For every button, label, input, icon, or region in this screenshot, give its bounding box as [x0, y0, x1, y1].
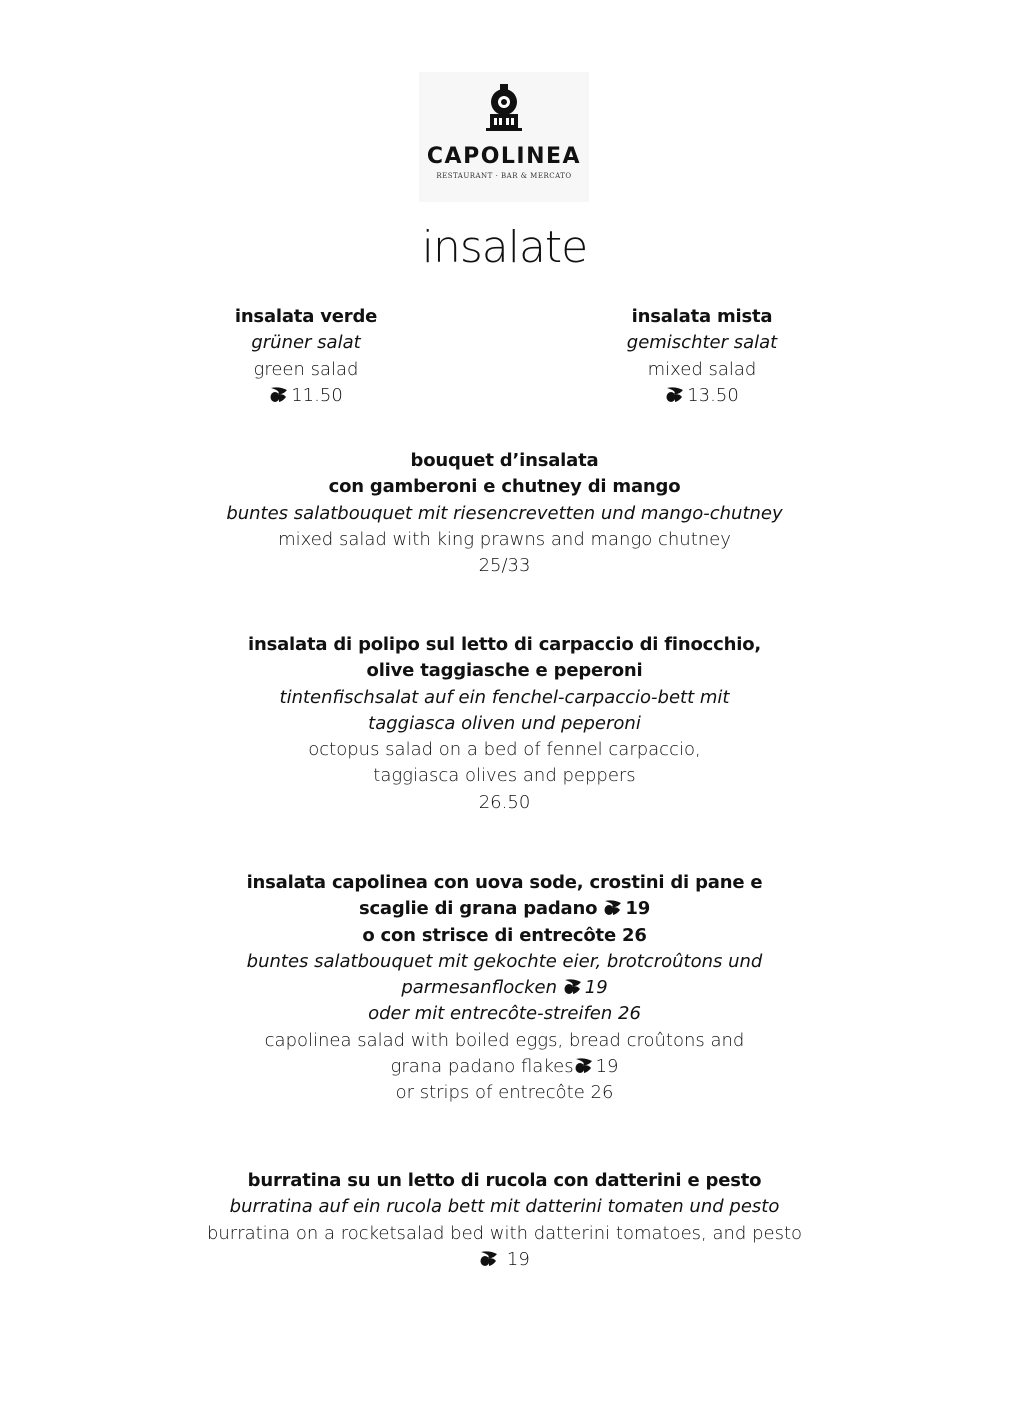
item-name-en: octopus salad on a bed of fennel carpaccio, — [308, 739, 701, 761]
item-price: 19 — [595, 1056, 619, 1078]
item-price-line — [602, 383, 802, 409]
item-name-en: green salad — [253, 358, 359, 380]
item-name-de: taggiasca oliven und peperoni — [368, 712, 641, 734]
item-name-it: insalata capolinea con uova sode, crostini di pane e — [246, 872, 763, 893]
item-price-line — [0, 1247, 1009, 1273]
item-name-en: grana padano flakes — [390, 1056, 574, 1078]
menu-item — [0, 870, 1009, 1107]
page-title: insalate — [421, 222, 588, 273]
menu-item — [0, 632, 1009, 816]
item-name-it: insalata mista — [631, 306, 773, 327]
item-name-de: oder mit entrecôte-streifen 26 — [368, 1003, 641, 1025]
item-name-en: mixed salad — [647, 358, 757, 380]
olive-leaf-icon — [479, 1250, 499, 1267]
item-price: 19 — [506, 1248, 530, 1270]
item-name-it: insalata verde — [234, 306, 378, 327]
item-name-de: gemischter salat — [626, 332, 778, 354]
item-price: 26.50 — [478, 791, 531, 813]
item-name-de-with-price — [0, 975, 1009, 1001]
item-name-it-with-price — [0, 896, 1009, 922]
olive-leaf-icon — [574, 1057, 594, 1074]
logo-tagline: RESTAURANT · BAR & MERCATO — [436, 172, 572, 180]
olive-leaf-icon — [603, 899, 623, 916]
item-name-de: parmesanflocken — [401, 977, 558, 999]
menu-item — [0, 448, 1009, 579]
olive-leaf-icon — [665, 386, 685, 403]
item-name-en-with-price — [0, 1054, 1009, 1080]
item-name-de: buntes salatbouquet mit gekochte eier, brotcroûtons und — [246, 950, 763, 972]
item-name-en: or strips of entrecôte 26 — [395, 1082, 614, 1104]
item-price: 13.50 — [687, 384, 739, 406]
olive-leaf-icon — [563, 978, 583, 995]
item-name-en: taggiasca olives and peppers — [373, 765, 636, 787]
logo-name: CAPOLINEA — [426, 144, 582, 169]
item-name-it: insalata di polipo sul letto di carpaccio di finocchio, — [247, 634, 761, 655]
menu-item — [206, 304, 406, 409]
item-name-it: o con strisce di entrecôte 26 — [362, 924, 647, 946]
item-name-en: capolinea salad with boiled eggs, bread croûtons and — [264, 1029, 745, 1051]
item-name-en: burratina on a rocketsalad bed with datterini tomatoes, and pesto — [206, 1222, 803, 1244]
item-price: 11.50 — [291, 384, 343, 406]
item-name-it: burratina su un letto di rucola con datterini e pesto — [247, 1170, 762, 1191]
item-price-line — [206, 383, 406, 409]
item-name-it: bouquet d’insalata — [410, 450, 599, 471]
item-name-de: buntes salatbouquet mit riesencrevetten und mango-chutney — [226, 502, 783, 524]
item-price: 25/33 — [478, 555, 531, 577]
item-price: 19 — [584, 977, 608, 999]
item-name-de: burratina auf ein rucola bett mit datterini tomaten und pesto — [229, 1196, 780, 1218]
restaurant-logo — [419, 72, 589, 202]
item-name-en: mixed salad with king prawns and mango chutney — [278, 528, 731, 550]
locomotive-icon — [419, 84, 589, 134]
item-name-it: olive taggiasche e peperoni — [366, 660, 643, 682]
item-name-de: grüner salat — [251, 332, 361, 354]
item-name-it: scaglie di grana padano — [358, 898, 598, 920]
item-price: 19 — [625, 898, 651, 920]
item-name-it: con gamberoni e chutney di mango — [328, 476, 681, 498]
item-name-de: tintenfischsalat auf ein fenchel-carpaccio-bett mit — [279, 686, 730, 708]
menu-item — [0, 1168, 1009, 1273]
olive-leaf-icon — [269, 386, 289, 403]
menu-item — [602, 304, 802, 409]
